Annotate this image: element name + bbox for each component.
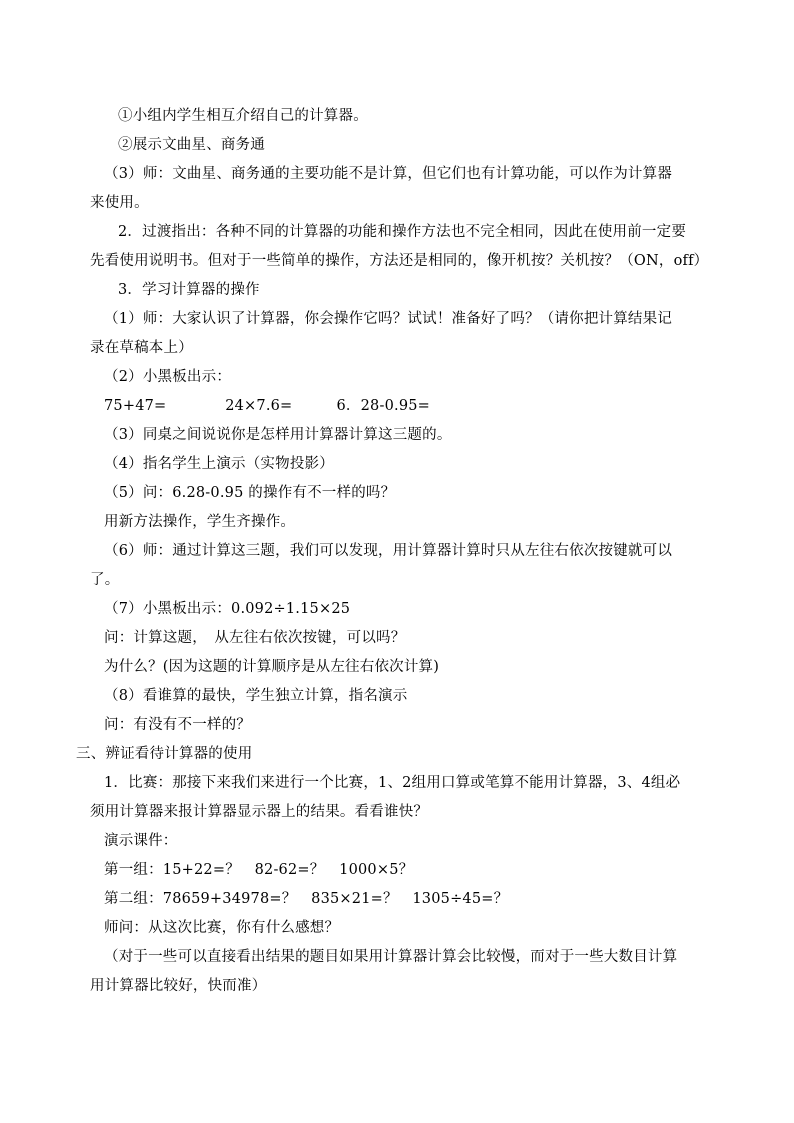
text-line: （2）小黑板出示： [104,369,232,385]
text-line: （6）师：通过计算这三题，我们可以发现，用计算器计算时只从左往右依次按键就可以 [104,543,673,559]
text-line: （4）指名学生上演示（实物投影） [104,456,334,472]
text-line: ②展示文曲星、商务通 [118,137,265,153]
text-line: 1．比赛：那接下来我们来进行一个比赛，1、2组用口算或笔算不能用计算器，3、4组必 [104,775,681,791]
text-line: 2．过渡指出：各种不同的计算器的功能和操作方法也不完全相同，因此在使用前一定要 [118,224,687,240]
text-line: 用新方法操作，学生齐操作。 [104,514,296,530]
section-heading: 三、辨证看待计算器的使用 [76,746,253,762]
text-line: （3）师：文曲星、商务通的主要功能不是计算，但它们也有计算功能，可以作为计算器 [104,166,673,182]
text-line: 3．学习计算器的操作 [118,282,260,298]
text-line: （8）看谁算的最快，学生独立计算，指名演示 [104,688,408,704]
text-line: 问：有没有不一样的？ [104,717,251,733]
text-line: 为什么？(因为这题的计算顺序是从左往右依次计算) [104,659,440,675]
text-line: 第一组：15+22=？ 82-62=？ 1000×5？ [104,862,414,878]
text-line: 演示课件： [104,833,178,849]
text-line: （7）小黑板出示：0.092÷1.15×25 [104,601,351,617]
text-line: 须用计算器来报计算器显示器上的结果。看看谁快？ [90,804,429,820]
text-line: 来使用。 [90,195,149,211]
text-line: ①小组内学生相互介绍自己的计算器。 [118,108,368,124]
text-line: 问：计算这题， 从左往右依次按键，可以吗？ [104,630,406,646]
document-body [76,102,724,1001]
text-line: 了。 [90,572,120,588]
text-line: 第二组：78659+34978=？ 835×21=？ 1305÷45=？ [104,891,509,907]
text-line: （对于一些可以直接看出结果的题目如果用计算器计算会比较慢，而对于一些大数目计算 [104,949,678,965]
text-line: 75+47= 24×7.6= 6．28-0.95= [104,398,431,414]
text-line: 师问：从这次比赛，你有什么感想？ [104,920,340,936]
text-line: 录在草稿本上） [90,340,193,356]
text-line: 先看使用说明书。但对于一些简单的操作，方法还是相同的，像开机按？关机按？（ON，off） [90,253,709,269]
text-line: （3）同桌之间说说你是怎样用计算器计算这三题的。 [104,427,452,443]
text-line: （1）师：大家认识了计算器，你会操作它吗？试试！准备好了吗？（请你把计算结果记 [104,311,673,327]
text-line: （5）问：6.28-0.95 的操作有不一样的吗？ [104,485,396,501]
text-line: 用计算器比较好，快而准） [90,978,267,994]
